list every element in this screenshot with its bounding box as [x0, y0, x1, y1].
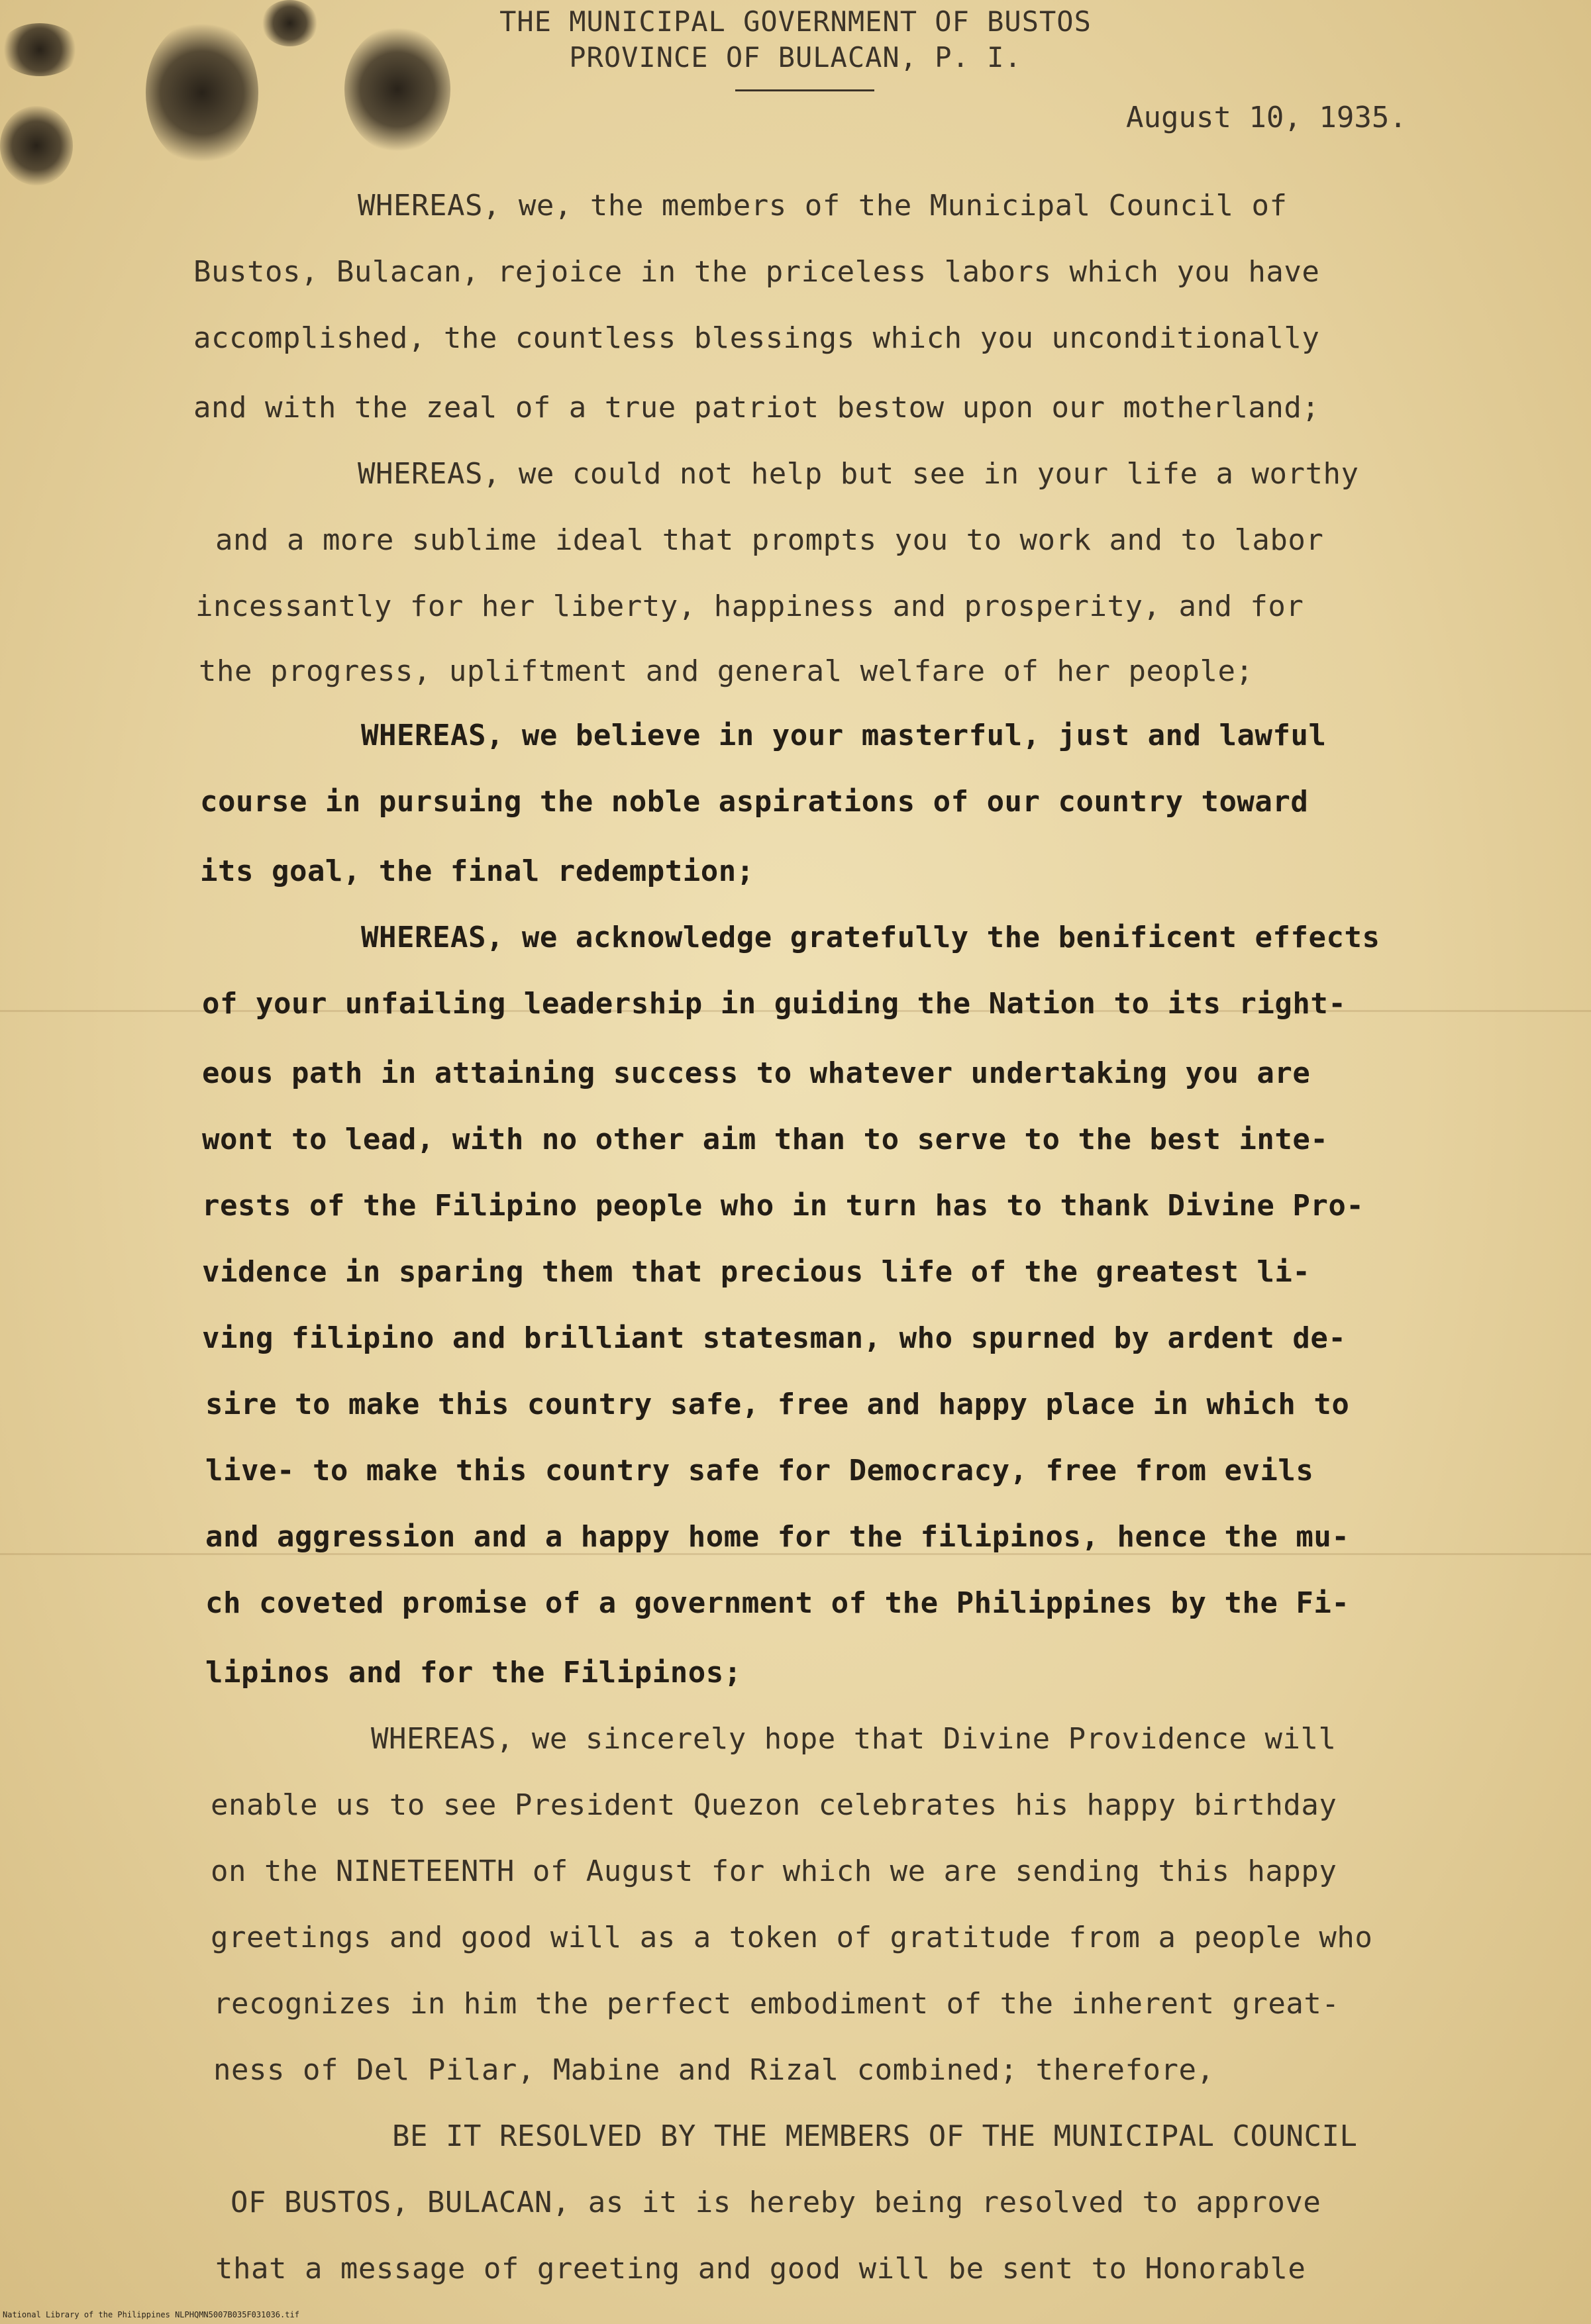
body-line: WHEREAS, we acknowledge gratefully the benificent effects [361, 921, 1380, 954]
header-rule [735, 89, 874, 91]
body-line: on the NINETEENTH of August for which we are sending this happy [211, 1854, 1337, 1888]
letter-date: August 10, 1935. [1126, 101, 1407, 134]
body-line: vidence in sparing them that precious life of the greatest li- [202, 1255, 1311, 1289]
body-line: wont to lead, with no other aim than to serve to the best inte- [202, 1123, 1329, 1156]
body-line: the progress, upliftment and general welfare of her people; [199, 654, 1254, 688]
body-line: and with the zeal of a true patriot bestow upon our motherland; [193, 391, 1320, 425]
body-line: WHEREAS, we could not help but see in your life a worthy [358, 457, 1359, 491]
body-line: sire to make this country safe, free and happy place in which to [205, 1388, 1350, 1421]
body-line: WHEREAS, we sincerely hope that Divine Providence will [371, 1722, 1337, 1756]
body-line: eous path in attaining success to whatever undertaking you are [202, 1056, 1311, 1090]
body-line: ness of Del Pilar, Mabine and Rizal combined; therefore, [213, 2053, 1215, 2087]
body-line: of your unfailing leadership in guiding the Nation to its right- [202, 987, 1347, 1021]
body-line: its goal, the final redemption; [200, 854, 754, 888]
body-line: incessantly for her liberty, happiness and prosperity, and for [195, 589, 1304, 623]
body-line: WHEREAS, we believe in your masterful, just and lawful [361, 719, 1327, 752]
body-line: lipinos and for the Filipinos; [205, 1656, 742, 1690]
body-line: BE IT RESOLVED BY THE MEMBERS OF THE MUNICIPAL COUNCIL [392, 2119, 1358, 2153]
body-line: ving filipino and brilliant statesman, who spurned by ardent de- [202, 1321, 1347, 1355]
body-line: greetings and good will as a token of gratitude from a people who [211, 1921, 1373, 1954]
body-line: Bustos, Bulacan, rejoice in the priceless labors which you have [193, 255, 1320, 289]
archive-footer: National Library of the Philippines NLPHQMN5007B035F031036.tif [3, 2310, 299, 2319]
body-line: WHEREAS, we, the members of the Municipal Council of [358, 189, 1288, 223]
body-line: enable us to see President Quezon celebrates his happy birthday [211, 1788, 1337, 1822]
header-province: PROVINCE OF BULACAN, P. I. [569, 41, 1022, 74]
body-line: and aggression and a happy home for the filipinos, hence the mu- [205, 1520, 1350, 1554]
body-line: that a message of greeting and good will be sent to Honorable [215, 2252, 1306, 2286]
body-line: recognizes in him the perfect embodiment of the inherent great- [213, 1987, 1340, 2021]
body-line: rests of the Filipino people who in turn has to thank Divine Pro- [202, 1189, 1364, 1223]
body-line: course in pursuing the noble aspirations of our country toward [200, 785, 1309, 819]
body-line: ch coveted promise of a government of the Philippines by the Fi- [205, 1586, 1350, 1620]
body-line: OF BUSTOS, BULACAN, as it is hereby being resolved to approve [231, 2186, 1321, 2219]
header-title: THE MUNICIPAL GOVERNMENT OF BUSTOS [499, 5, 1092, 38]
body-line: accomplished, the countless blessings which you unconditionally [193, 321, 1320, 355]
body-line: and a more sublime ideal that prompts you to work and to labor [215, 523, 1324, 557]
body-line: live- to make this country safe for Democracy, free from evils [205, 1454, 1314, 1488]
